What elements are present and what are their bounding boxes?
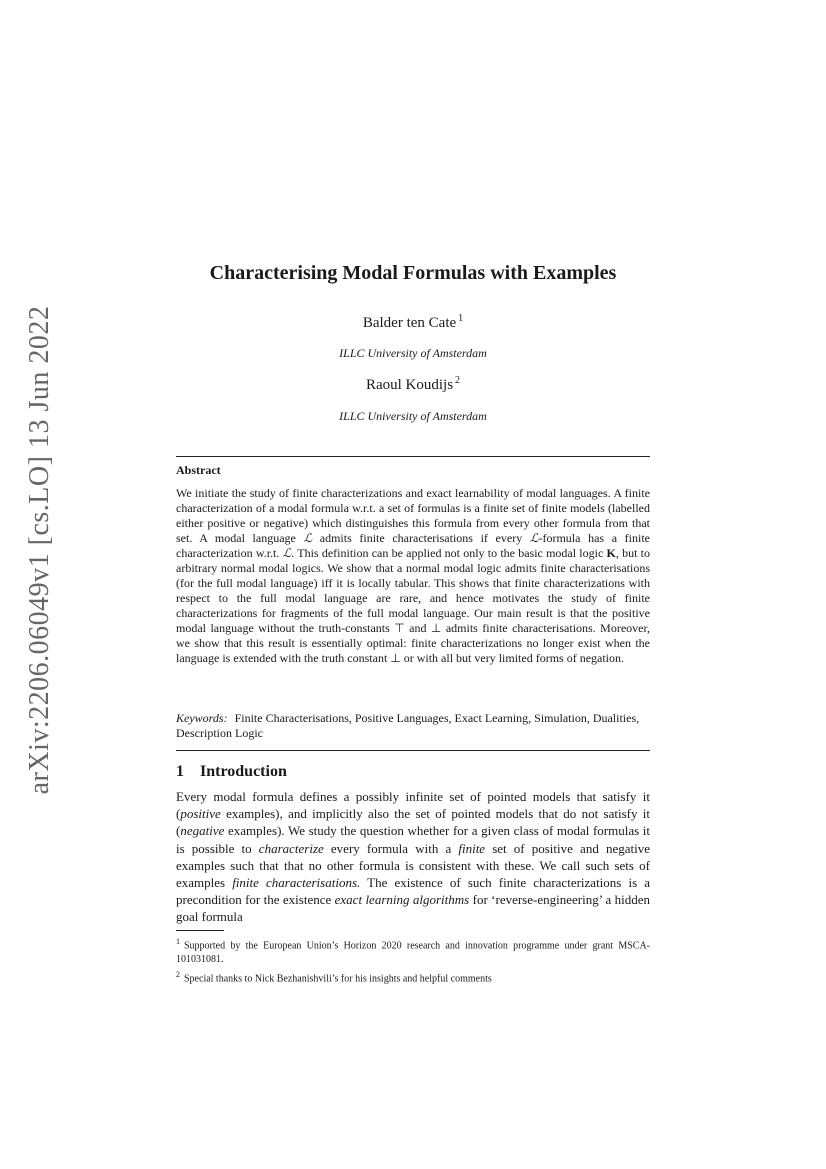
- footnote-1-mark: 1: [176, 937, 180, 946]
- author-2-name: Raoul Koudijs: [365, 377, 454, 393]
- footnote-2: [176, 968, 650, 986]
- footnote-1-text: Supported by the European Union’s Horizon 2020 research and innovation programme under grant MSCA-101031081.: [176, 940, 650, 965]
- section-title: Introduction: [200, 763, 287, 780]
- intro-text: for ‘reverse-engineering’ a hidden goal formula: [176, 892, 650, 925]
- intro-text: every formula with a: [323, 840, 459, 856]
- intro-text: examples), and implicitly also the set of pointed models that do not satisfy it (: [176, 806, 650, 839]
- abstract-heading: Abstract: [176, 463, 221, 477]
- abstract-bottom-rule: [176, 750, 650, 751]
- keywords-text: Finite Characterisations, Positive Languages, Exact Learning, Simulation, Dualities, Description Logic: [176, 711, 640, 740]
- arxiv-identifier-stamp: [18, 305, 62, 795]
- footnote-1: [176, 935, 650, 966]
- abstract-math: ℒ: [303, 531, 313, 545]
- paper-title: Characterising Modal Formulas with Examples: [209, 262, 617, 284]
- footnote-2-text: Special thanks to Nick Bezhanishvili’s for his insights and helpful comments: [184, 973, 492, 985]
- author-2-footnote-mark: 2: [455, 375, 461, 386]
- abstract-text: . This definition can be applied not only to the basic modal logic: [291, 546, 607, 560]
- footnotes: [176, 935, 650, 988]
- author-2: [176, 375, 650, 394]
- author-2-affiliation: ILLC University of Amsterdam: [339, 409, 487, 423]
- arxiv-identifier-text: arXiv:2206.06049v1 [cs.LO] 13 Jun 2022: [24, 305, 55, 795]
- author-1: [176, 313, 650, 332]
- intro-emphasis: exact learning algorithms: [334, 892, 470, 908]
- keywords: [176, 711, 650, 741]
- abstract-text: admits finite characterisations if every: [312, 531, 530, 545]
- intro-emphasis: characterize: [258, 840, 324, 856]
- introduction-paragraph: [176, 788, 650, 926]
- abstract-text: We initiate the study of finite characterizations and exact learnability of modal languages. A finite characterization of a modal formula w.r.t. a set of formulas is a finite set of finite models (labelled either positive or negative) which distinguishes this formula from every other formula from that set. A modal language: [176, 486, 650, 545]
- abstract-logic-name: K: [606, 546, 616, 560]
- section-heading: [176, 763, 287, 781]
- intro-text: set of positive and negative examples such that that no other formula is consistent with these. We call such sets of examples: [176, 840, 650, 891]
- author-1-affiliation: ILLC University of Amsterdam: [339, 346, 487, 360]
- abstract-math: ℒ: [282, 546, 292, 560]
- abstract-body: [176, 486, 650, 666]
- intro-text: The existence of such finite characterizations is a precondition for the existence: [176, 875, 650, 908]
- abstract-text: -formula has a finite characterization w.r.t.: [176, 531, 650, 560]
- intro-emphasis: negative: [180, 823, 225, 839]
- abstract-top-rule: [176, 456, 650, 457]
- footnote-2-mark: 2: [176, 970, 180, 980]
- intro-emphasis: positive: [180, 806, 221, 822]
- author-1-name: Balder ten Cate: [362, 315, 457, 331]
- section-number: 1: [176, 763, 184, 780]
- keywords-label: Keywords:: [176, 711, 228, 725]
- abstract-math: ℒ: [529, 531, 539, 545]
- abstract-text: , but to arbitrary normal modal logics. We show that a normal modal logic admits finite characterisations (for the full modal language) iff it is locally tabular. This shows that finite characterizations with respect to the full modal language are rare, and hence motivates the study of finite characterizations for fragments of the full modal language. Our main result is that the positive modal language without the truth-constants ⊤ and ⊥ admits finite characterisations. Moreover, we show that this result is essentially optimal: finite characterizations no longer exist when the language is extended with the truth constant ⊥ or with all but very limited forms of negation.: [176, 546, 650, 665]
- author-1-footnote-mark: 1: [458, 313, 464, 324]
- intro-text: examples). We study the question whether for a given class of modal formulas it is possible to: [176, 823, 650, 856]
- footnote-rule: [176, 930, 224, 931]
- intro-emphasis: finite: [458, 840, 486, 856]
- intro-emphasis: finite characterisations.: [232, 875, 361, 891]
- intro-text: Every modal formula defines a possibly infinite set of pointed models that satisfy it (: [176, 789, 650, 822]
